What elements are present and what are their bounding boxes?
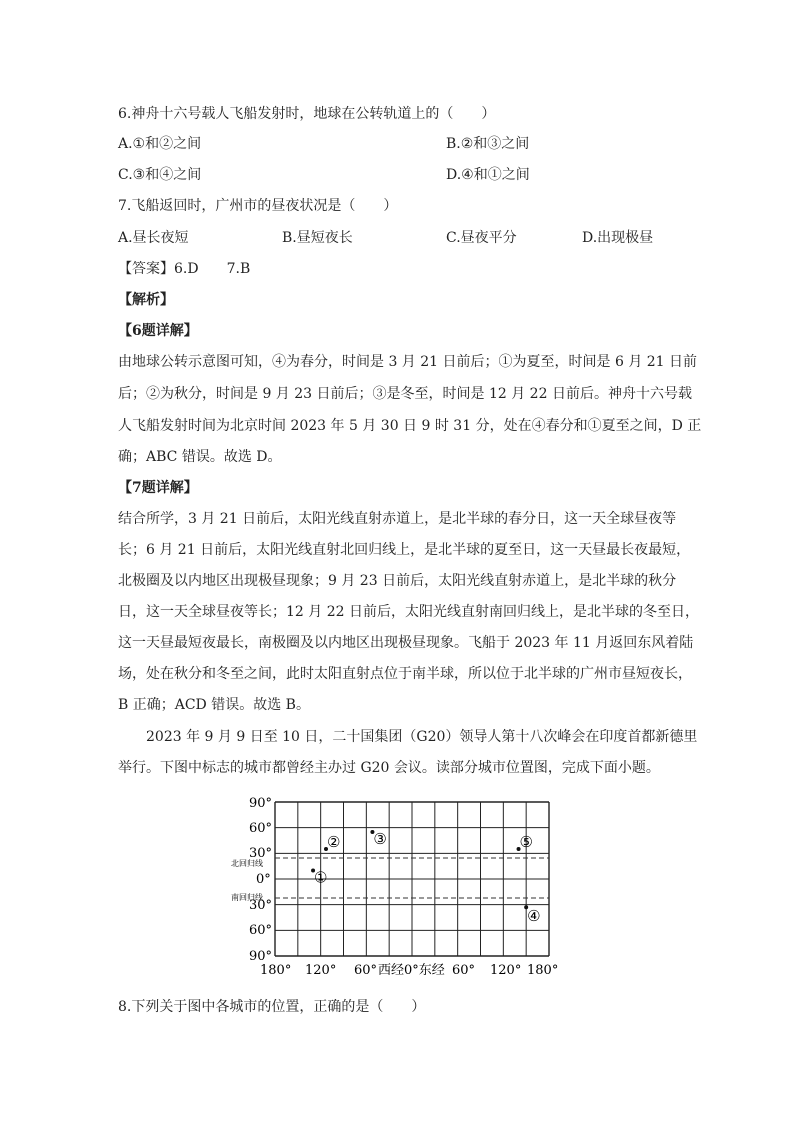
- city-label: ①: [314, 868, 328, 887]
- answer-line: 【答案】6.D 7.B: [118, 261, 251, 277]
- tropic-south-label: 南回归线: [231, 893, 263, 902]
- city-label: ②: [326, 833, 341, 852]
- detail-6-text: 后；②为秋分，时间是 9 月 23 日前后；③是冬至，时间是 12 月 22 日前后。神舟十六号载: [118, 386, 692, 402]
- detail-6-text: 确；ABC 错误。故选 D。: [118, 449, 282, 465]
- tropic-lines: [231, 858, 549, 902]
- lon-label-60w: 60°: [354, 963, 378, 978]
- lat-label-90n: 90°: [249, 796, 273, 811]
- intro-text: 2023 年 9 月 9 日至 10 日，二十国集团（G20）领导人第十八次峰会在印度首都新德里: [118, 729, 698, 745]
- lat-label-90s: 90°: [249, 949, 273, 964]
- lat-label-30s: 30°: [249, 898, 273, 913]
- q7-option-a: A.昼长夜短: [118, 230, 189, 246]
- q7-option-c: C.昼夜平分: [446, 230, 517, 246]
- city-label: ③: [373, 829, 387, 848]
- lat-label-0: 0°: [256, 872, 271, 887]
- lon-label-180e: 180°: [527, 963, 559, 978]
- detail-7-text: 结合所学，3 月 21 日前后，太阳光线直射赤道上，是北半球的春分日，这一天全球昼夜等: [118, 511, 677, 527]
- detail-7-text: 长；6 月 21 日前后，太阳光线直射北回归线上，是北半球的夏至日，这一天昼最长夜最短，: [118, 542, 691, 558]
- city-label: ④: [527, 907, 541, 926]
- lat-label-30n: 30°: [249, 846, 273, 861]
- lon-label-60e: 60°: [452, 963, 476, 978]
- q6-option-a: A.①和②之间: [118, 136, 202, 152]
- detail-7-text: 这一天昼最短夜最长，南极圈及以内地区出现极昼现象。飞船于 2023 年 11 月返回东风着陆: [118, 635, 694, 651]
- city-markers: [311, 830, 541, 925]
- question-6-stem: 6.神舟十六号载人飞船发射时，地球在公转轨道上的（ ）: [118, 106, 496, 122]
- lat-label-60s: 60°: [249, 923, 273, 938]
- lat-label-60n: 60°: [249, 821, 273, 836]
- detail-7-label: 【7题详解】: [118, 480, 198, 496]
- detail-6-text: 人飞船发射时间为北京时间 2023 年 5 月 30 日 9 时 31 分，处在④春分和①夏至之间，D 正: [118, 418, 702, 434]
- detail-6-text: 由地球公转示意图可知，④为春分，时间是 3 月 21 日前后；①为夏至，时间是 6 月 21 日前: [118, 354, 698, 370]
- detail-7-text: 场，处在秋分和冬至之间，此时太阳直射点位于南半球，所以位于北半球的广州市昼短夜长，: [118, 666, 692, 682]
- question-7-stem: 7.飞船返回时，广州市的昼夜状况是（ ）: [118, 198, 398, 214]
- q7-option-b: B.昼短夜长: [282, 230, 353, 246]
- analysis-label: 【解析】: [118, 292, 174, 308]
- detail-6-label: 【6题详解】: [118, 323, 198, 339]
- q6-option-b: B.②和③之间: [446, 136, 530, 152]
- detail-7-text: B 正确；ACD 错误。故选 B。: [118, 697, 310, 713]
- q6-option-d: D.④和①之间: [446, 167, 530, 183]
- lon-label-120w: 120°: [305, 963, 337, 978]
- lon-label-prime: 西经0°东经: [378, 963, 445, 978]
- detail-7-text: 日，这一天全球昼夜等长；12 月 22 日前后，太阳光线直射南回归线上，是北半球的冬至日，: [118, 604, 699, 620]
- city-location-map: [0, 790, 794, 1000]
- detail-7-text: 北极圈及以内地区出现极昼现象；9 月 23 日前后，太阳光线直射赤道上，是北半球的秋分: [118, 573, 677, 589]
- question-8-stem: 8.下列关于图中各城市的位置，正确的是（ ）: [118, 999, 426, 1015]
- city-label: ⑤: [519, 833, 534, 852]
- lon-label-180w: 180°: [260, 963, 292, 978]
- tropic-north-label: 北回归线: [231, 859, 263, 868]
- lon-label-120e: 120°: [490, 963, 522, 978]
- q6-option-c: C.③和④之间: [118, 167, 202, 183]
- q7-option-d: D.出现极昼: [582, 230, 654, 246]
- intro-text: 举行。下图中标志的城市都曾经主办过 G20 会议。读部分城市位置图，完成下面小题。: [118, 760, 660, 776]
